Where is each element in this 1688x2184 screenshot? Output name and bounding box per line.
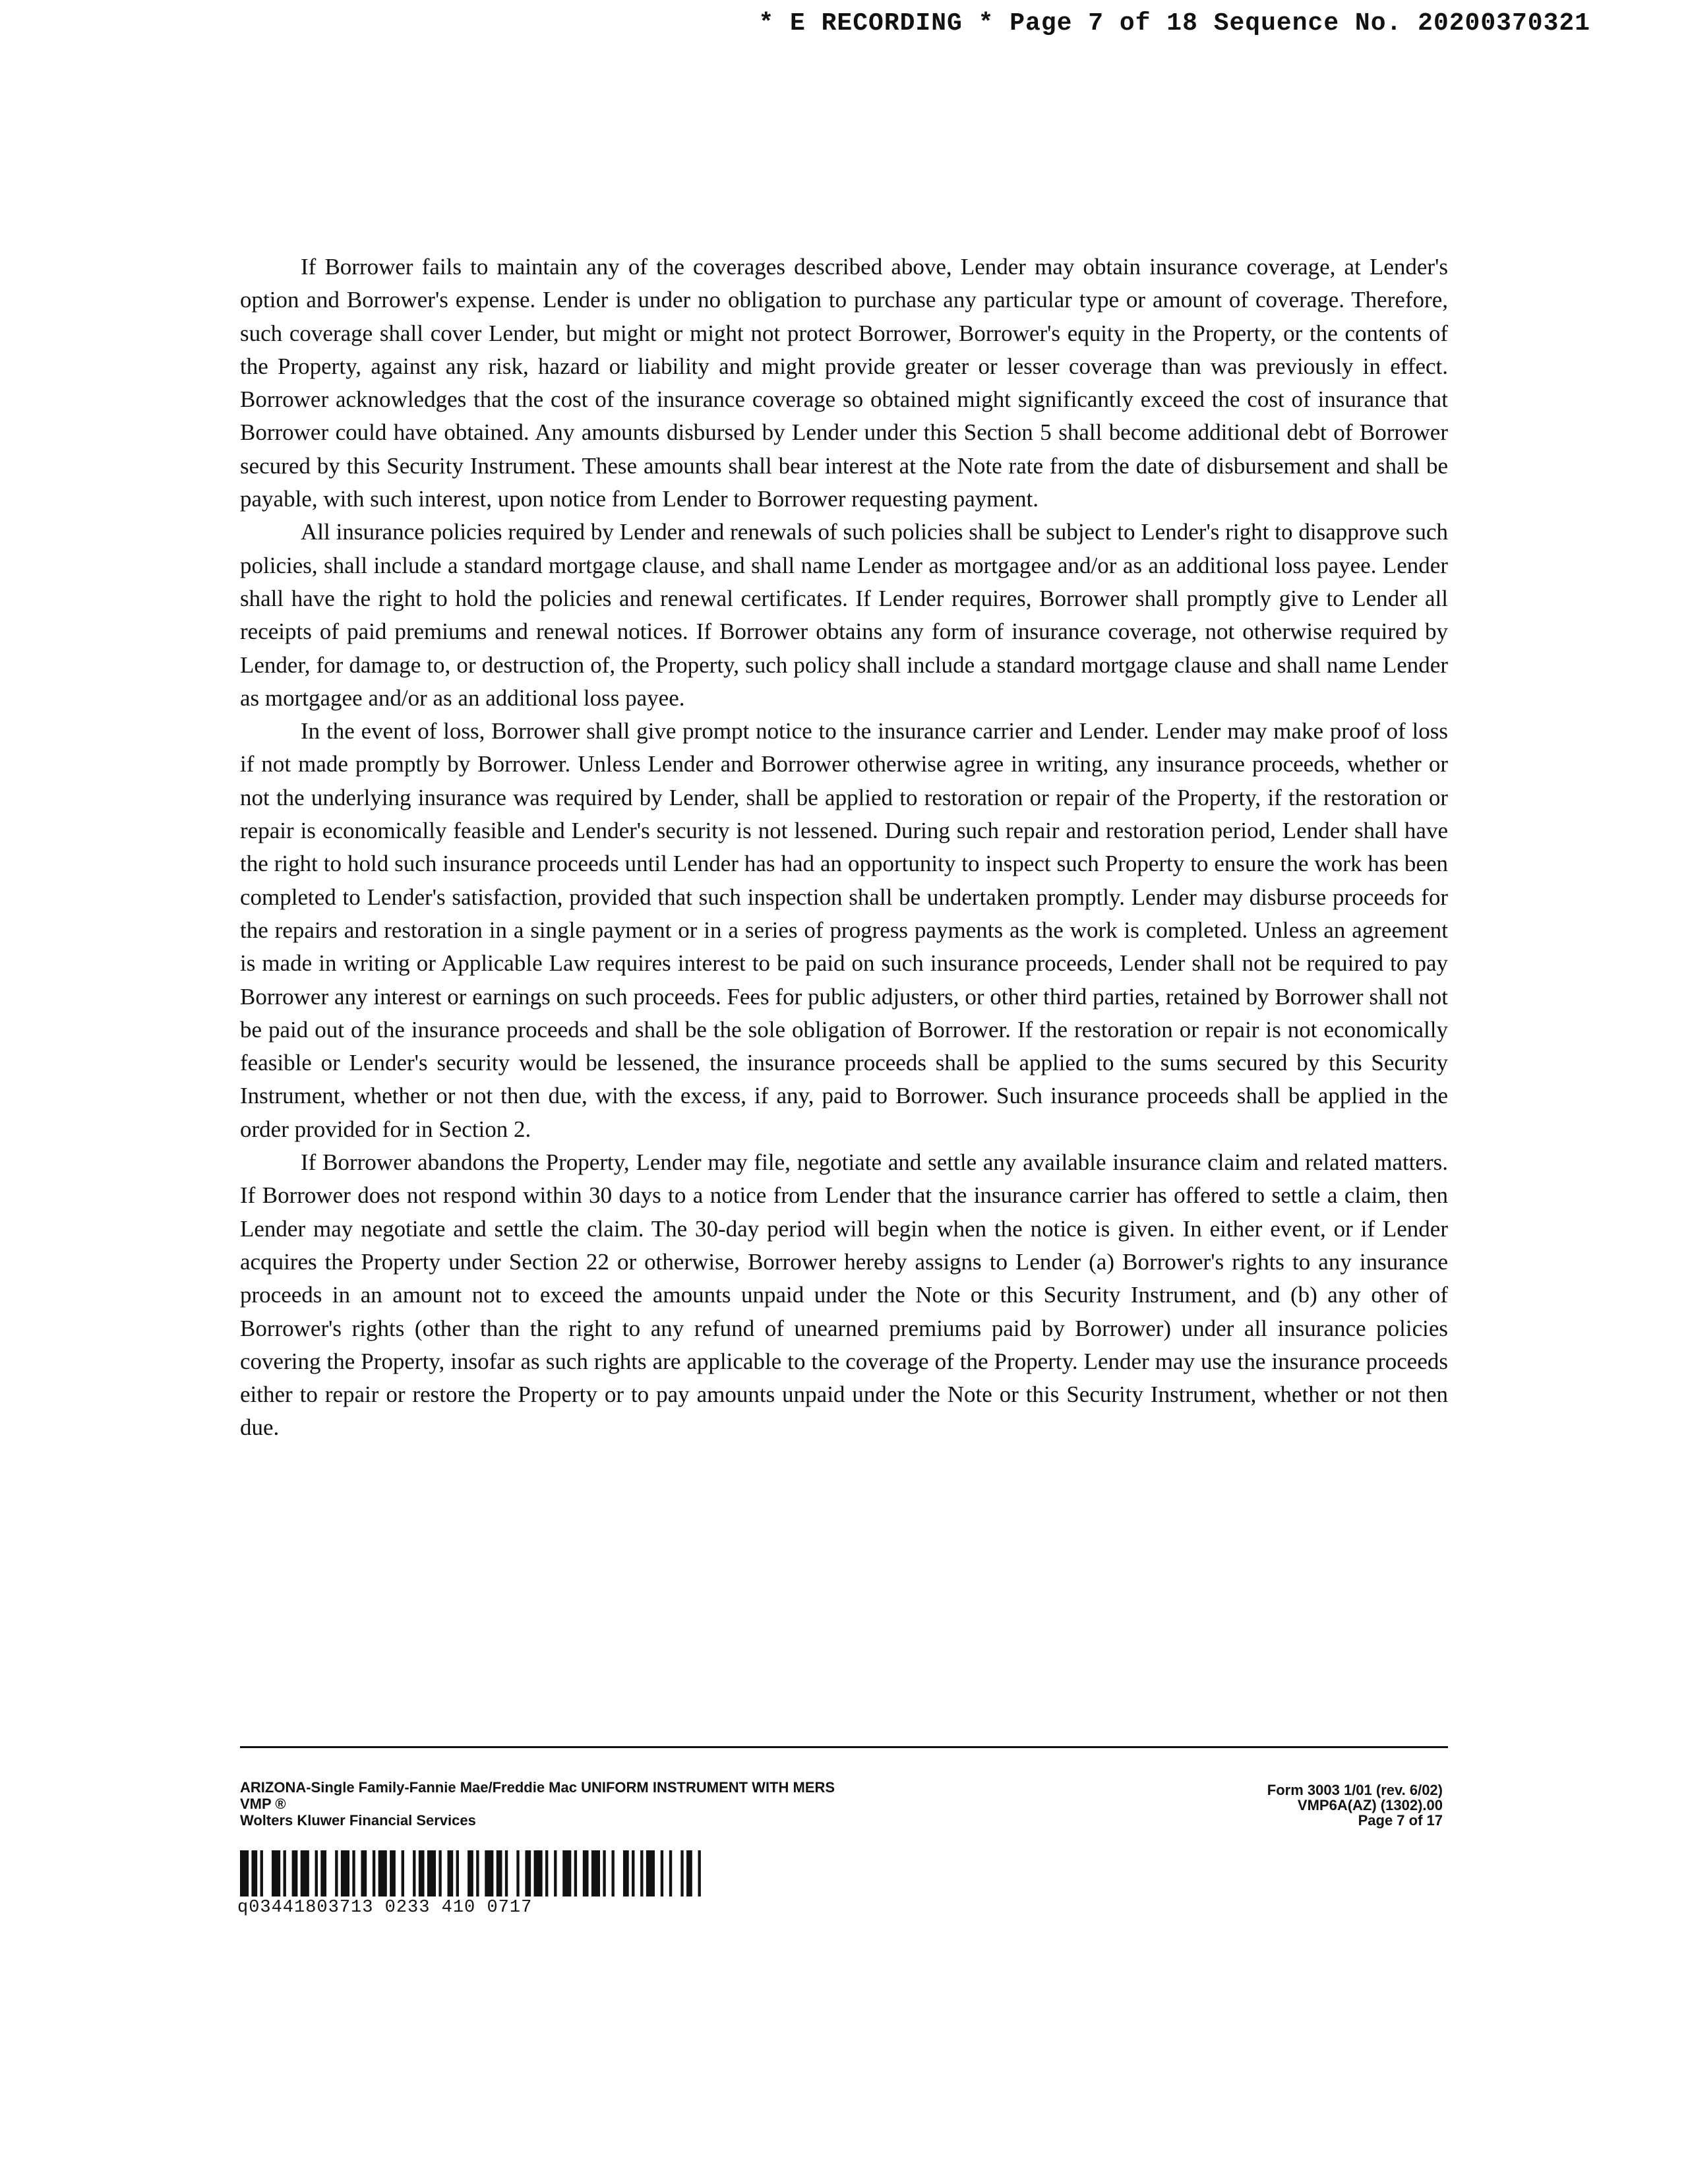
barcode-bar — [373, 1850, 375, 1896]
barcode-bar — [669, 1850, 672, 1896]
barcode-bar — [497, 1850, 502, 1896]
barcode-bar — [438, 1850, 441, 1896]
barcode-bar — [402, 1850, 404, 1896]
barcode-bar — [390, 1850, 396, 1896]
footer-form-number-block — [1267, 1782, 1443, 1828]
barcode-bar — [485, 1850, 493, 1896]
barcode-bar — [341, 1850, 349, 1896]
barcode-bar — [640, 1850, 643, 1896]
barcode-bar — [525, 1850, 531, 1896]
barcode-bar — [562, 1850, 571, 1896]
barcode-bar — [545, 1850, 548, 1896]
barcode-bar — [284, 1850, 286, 1896]
barcode-bar — [476, 1850, 479, 1896]
barcode-bar — [603, 1850, 605, 1896]
barcode-bar — [632, 1850, 634, 1896]
recording-header: * E RECORDING * Page 7 of 18 Sequence No. 20200370321 — [758, 9, 1590, 38]
footer-page-label: Page 7 of 17 — [1358, 1812, 1443, 1829]
barcode-bar — [315, 1850, 318, 1896]
barcode-bar — [251, 1850, 257, 1896]
barcode-bar — [534, 1850, 543, 1896]
footer-publisher: Wolters Kluwer Financial Services — [240, 1812, 476, 1829]
barcode-bar — [698, 1850, 701, 1896]
barcode-bar — [591, 1850, 600, 1896]
footer-form-number: Form 3003 1/01 (rev. 6/02) — [1267, 1782, 1443, 1798]
barcode-bar — [623, 1850, 629, 1896]
document-body — [240, 251, 1448, 1445]
paragraph-3: In the event of loss, Borrower shall give prompt notice to the insurance carrier and Lender. Lender may make proof of loss if not made promptly by Borrower. Unless Lender and Borrower otherwise agree in writing, any insurance proceeds, whether or not the underlying insurance was required by Lender, shall be applied to restoration or repair of the Property, if the restoration or repair is economically feasible and Lender's security is not lessened. During such repair and restoration period, Lender shall have the right to hold such insurance proceeds until Lender has had an opportunity to inspect such Property to ensure the work has been completed to Lender's satisfaction, provided that such inspection shall be undertaken promptly. Lender may disburse proceeds for the repairs and restoration in a single payment or in a series of progress payments as the work is completed. Unless an agreement is made in writing or Applicable Law requires interest to be paid on such insurance proceeds, Lender shall not be required to pay Borrower any interest or earnings on such proceeds. Fees for public adjusters, or other third parties, retained by Borrower shall not be paid out of the insurance proceeds and shall be the sole obligation of Borrower. If the restoration or repair is not economically feasible or Lender's security would be lessened, the insurance proceeds shall be applied to the sums secured by this Security Instrument, whether or not then due, with the excess, if any, paid to Borrower. Such insurance proceeds shall be applied in the order provided for in Section 2. — [240, 718, 1448, 1142]
footer-vmp-mark: VMP ® — [240, 1796, 286, 1812]
barcode-bar — [335, 1850, 338, 1896]
barcode-bar — [456, 1850, 459, 1896]
barcode-bar — [361, 1850, 367, 1896]
footer-form-code: VMP6A(AZ) (1302).00 — [1297, 1797, 1443, 1813]
barcode-bar — [320, 1850, 326, 1896]
barcode-bar — [680, 1850, 683, 1896]
barcode-bar — [301, 1850, 309, 1896]
barcode-bar — [240, 1850, 249, 1896]
barcode-bar — [583, 1850, 589, 1896]
barcode-bar — [272, 1850, 280, 1896]
barcode-bar — [611, 1850, 614, 1896]
barcode-bar — [467, 1850, 473, 1896]
footer-form-info — [240, 1779, 835, 1829]
barcode-bar — [427, 1850, 436, 1896]
barcode-bar — [448, 1850, 454, 1896]
barcode-bar — [413, 1850, 415, 1896]
barcode-image — [240, 1850, 709, 1896]
barcode-bar — [646, 1850, 655, 1896]
barcode-bar — [419, 1850, 425, 1896]
paragraph-4: If Borrower abandons the Property, Lender may file, negotiate and settle any available insurance claim and related matters. If Borrower does not respond within 30 days to a notice from Lender that the insurance carrier has offered to settle a claim, then Lender may negotiate and settle the claim. The 30-day period will begin when the notice is given. In either event, or if Lender acquires the Property under Section 22 or otherwise, Borrower hereby assigns to Lender (a) Borrower's rights to any insurance proceeds in an amount not to exceed the amounts unpaid under the Note or this Security Instrument, and (b) any other of Borrower's rights (other than the right to any refund of unearned premiums paid by Borrower) under all insurance policies covering the Property, insofar as such rights are applicable to the coverage of the Property. Lender may use the insurance proceeds either to repair or restore the Property or to pay amounts unpaid under the Note or this Security Instrument, whether or not then due. — [240, 1149, 1448, 1441]
barcode-bar — [352, 1850, 355, 1896]
paragraph-2: All insurance policies required by Lender and renewals of such policies shall be subject to Lender's right to disapprove such policies, shall include a standard mortgage clause, and shall name Lender as mortgagee and/or as an additional loss payee. Lender shall have the right to hold the policies and renewal certificates. If Lender requires, Borrower shall promptly give to Lender all receipts of paid premiums and renewal notices. If Borrower obtains any form of insurance coverage, not otherwise required by Lender, for damage to, or destruction of, the Property, such policy shall include a standard mortgage clause and shall name Lender as mortgagee and/or as an additional loss payee. — [240, 519, 1448, 711]
barcode-bar — [516, 1850, 519, 1896]
barcode-bar — [574, 1850, 577, 1896]
barcode-bar — [292, 1850, 298, 1896]
barcode-bar — [378, 1850, 387, 1896]
barcode-bar — [554, 1850, 557, 1896]
paragraph-1: If Borrower fails to maintain any of the coverages described above, Lender may obtain insurance coverage, at Lender's option and Borrower's expense. Lender is under no obligation to purchase any particular type or amount of coverage. Therefore, such coverage shall cover Lender, but might or might not protect Borrower, Borrower's equity in the Property, or the contents of the Property, against any risk, hazard or liability and might provide greater or lesser coverage than was previously in effect. Borrower acknowledges that the cost of the insurance coverage so obtained might significantly exceed the cost of insurance that Borrower could have obtained. Any amounts disbursed by Lender under this Section 5 shall become additional debt of Borrower secured by this Security Instrument. These amounts shall bear interest at the Note rate from the date of disbursement and shall be payable, with such interest, upon notice from Lender to Borrower requesting payment. — [240, 254, 1448, 512]
footer-divider — [240, 1746, 1448, 1748]
barcode-bar — [505, 1850, 508, 1896]
barcode-bar — [260, 1850, 263, 1896]
barcode-bar — [661, 1850, 663, 1896]
footer-form-title: ARIZONA-Single Family-Fannie Mae/Freddie Mac UNIFORM INSTRUMENT WITH MERS — [240, 1779, 835, 1796]
barcode-number: q03441803713 0233 410 0717 — [237, 1898, 533, 1918]
barcode-bar — [686, 1850, 692, 1896]
